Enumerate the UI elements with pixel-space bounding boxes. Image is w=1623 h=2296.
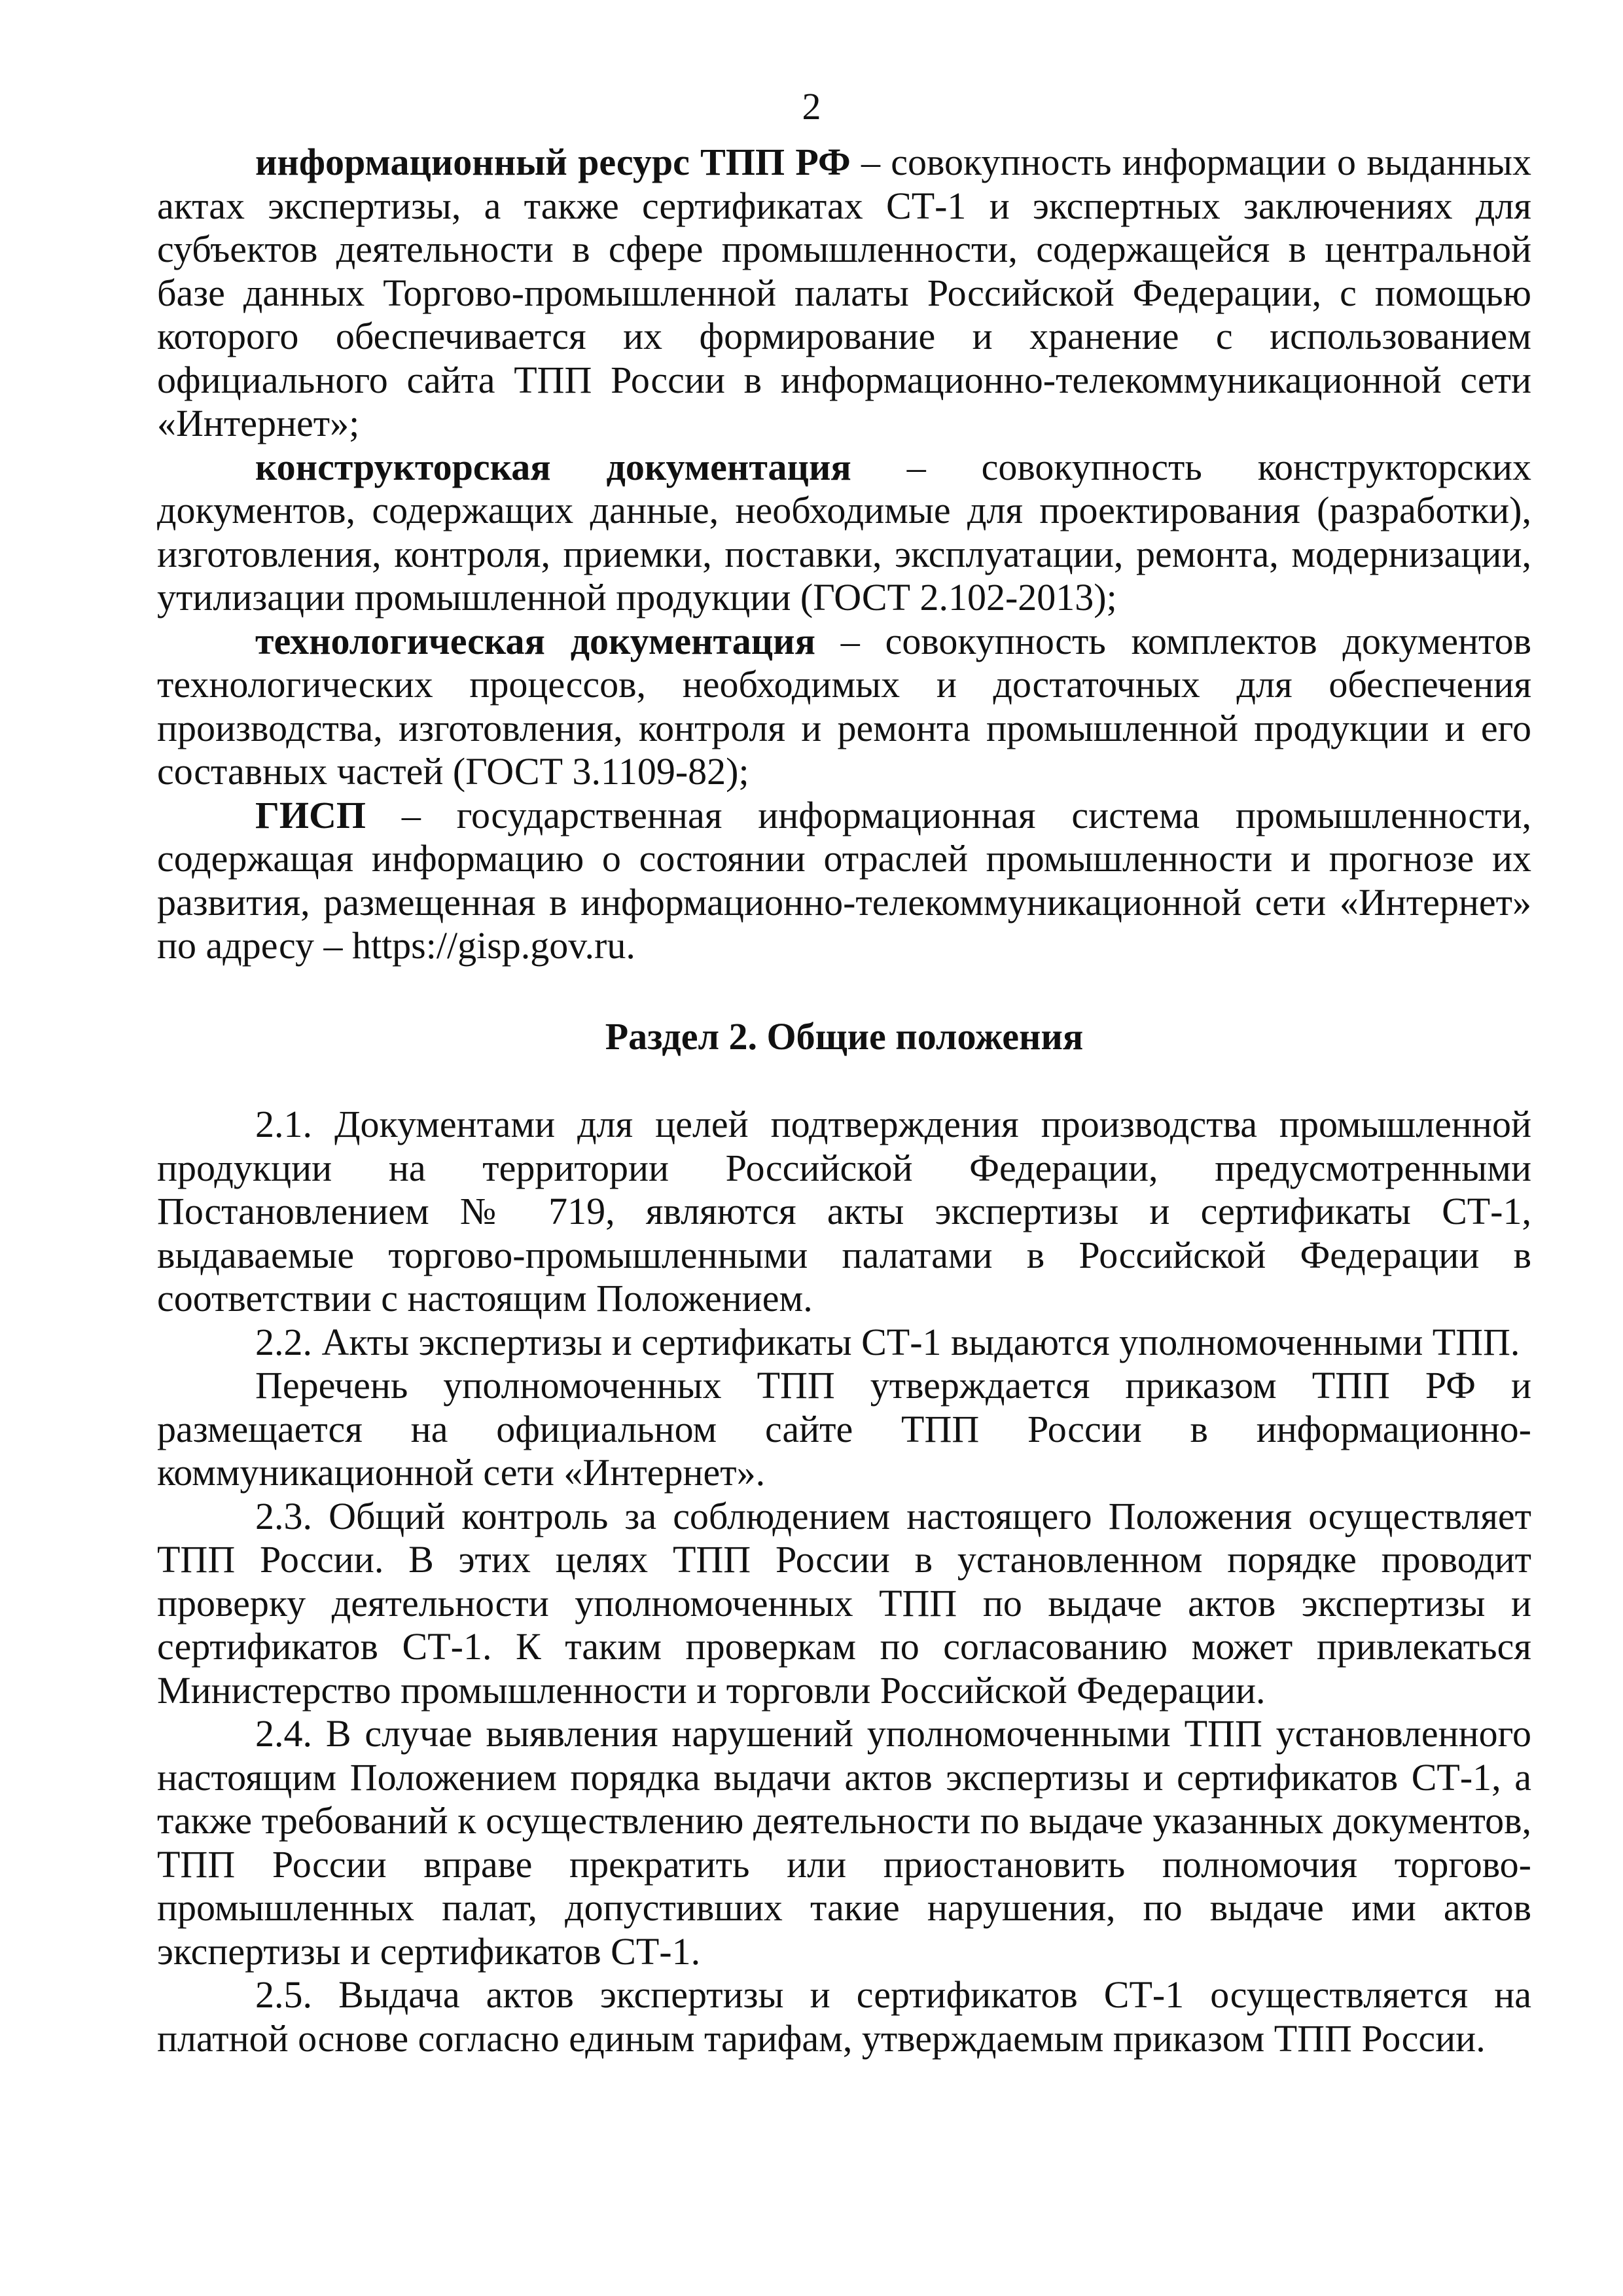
section-title: Раздел 2. Общие положения bbox=[605, 1014, 1084, 1058]
page-number: 2 bbox=[802, 85, 821, 128]
paragraph-list-approval: Перечень уполномоченных ТПП утверждается приказом ТПП РФ и размещается на официальном сайте ТПП России в информационно-коммуникационной сети «Интернет». bbox=[157, 1364, 1531, 1494]
document-body bbox=[157, 141, 1531, 2060]
paragraph-2-3: 2.3. Общий контроль за соблюдением настоящего Положения осуществляет ТПП России. В этих целях ТПП России в установленном порядке проводит проверку деятельности уполномоченных ТПП по выдаче актов экспертизы и сертификатов СТ-1. К таким проверкам по согласованию может привлекаться Министерство промышленности и торговли Российской Федерации. bbox=[157, 1494, 1531, 1712]
definition-text: государственная информационная система промышленности, содержащая информацию о состоянии отраслей промышленности и прогнозе их развития, размещенная в информационно-телекоммуникационной сети «Интернет» по адресу – https://gisp.gov.ru. bbox=[157, 793, 1531, 967]
paragraph-2-4: 2.4. В случае выявления нарушений уполномоченными ТПП установленного настоящим Положением порядка выдачи актов экспертизы и сертификатов СТ-1, а также требований к осуществлению деятельности по выдаче указанных документов, ТПП России вправе прекратить или приостановить полномочия торгово-промышленных палат, допустивших такие нарушения, по выдаче ими актов экспертизы и сертификатов СТ-1. bbox=[157, 1712, 1531, 1973]
definition-term: ГИСП bbox=[255, 793, 366, 836]
paragraph-2-1: 2.1. Документами для целей подтверждения производства промышленной продукции на территории Российской Федерации, предусмотренными Постановлением № 719, являются акты экспертизы и сертификаты СТ-1, выдаваемые торгово-промышленными палатами в Российской Федерации в соответствии с настоящим Положением. bbox=[157, 1103, 1531, 1319]
paragraph-2-5: 2.5. Выдача актов экспертизы и сертификатов СТ-1 осуществляется на платной основе согласно единым тарифам, утверждаемым приказом ТПП России. bbox=[157, 1973, 1531, 2060]
definition-design-docs: конструкторская документация – совокупность конструкторских документов, содержащих данные, необходимые для проектирования (разработки), изготовления, контроля, приемки, поставки, эксплуатации, ремонта, модернизации, утилизации промышленной продукции (ГОСТ 2.102-2013); bbox=[157, 445, 1531, 619]
definition-term: технологическая документация bbox=[255, 619, 815, 662]
paragraph-2-2: 2.2. Акты экспертизы и сертификаты СТ-1 выдаются уполномоченными ТПП. bbox=[255, 1320, 1520, 1363]
definition-text: совокупность комплектов документов технологических процессов, необходимых и достаточных для обеспечения производства, изготовления, контроля и ремонта промышленной продукции и его составных частей (ГОСТ 3.1109-82); bbox=[157, 619, 1531, 793]
definition-text: совокупность информации о выданных актах экспертизы, а также сертификатах СТ-1 и экспертных заключениях для субъектов деятельности в сфере промышленности, содержащейся в центральной базе данных Торгово-промышленной палаты Российской Федерации, с помощью которого обеспечивается их формирование и хранение с использованием официального сайта ТПП России в информационно-телекоммуникационной сети «Интернет»; bbox=[157, 141, 1531, 444]
definition-text: совокупность конструкторских документов, содержащих данные, необходимые для проектирования (разработки), изготовления, контроля, приемки, поставки, эксплуатации, ремонта, модернизации, утилизации промышленной продукции (ГОСТ 2.102-2013); bbox=[157, 445, 1531, 619]
definition-term: информационный ресурс ТПП РФ bbox=[255, 141, 851, 183]
definition-tech-docs: технологическая документация – совокупность комплектов документов технологических процессов, необходимых и достаточных для обеспечения производства, изготовления, контроля и ремонта промышленной продукции и его составных частей (ГОСТ 3.1109-82); bbox=[157, 619, 1531, 793]
definition-term: конструкторская документация bbox=[255, 445, 851, 488]
definition-gisp: ГИСП – государственная информационная система промышленности, содержащая информацию о состоянии отраслей промышленности и прогнозе их развития, размещенная в информационно-телекоммуникационной сети «Интернет» по адресу – https://gisp.gov.ru. bbox=[157, 793, 1531, 967]
definition-info-resource: информационный ресурс ТПП РФ – совокупность информации о выданных актах экспертизы, а также сертификатах СТ-1 и экспертных заключениях для субъектов деятельности в сфере промышленности, содержащейся в центральной базе данных Торгово-промышленной палаты Российской Федерации, с помощью которого обеспечивается их формирование и хранение с использованием официального сайта ТПП России в информационно-телекоммуникационной сети «Интернет»; bbox=[157, 141, 1531, 444]
